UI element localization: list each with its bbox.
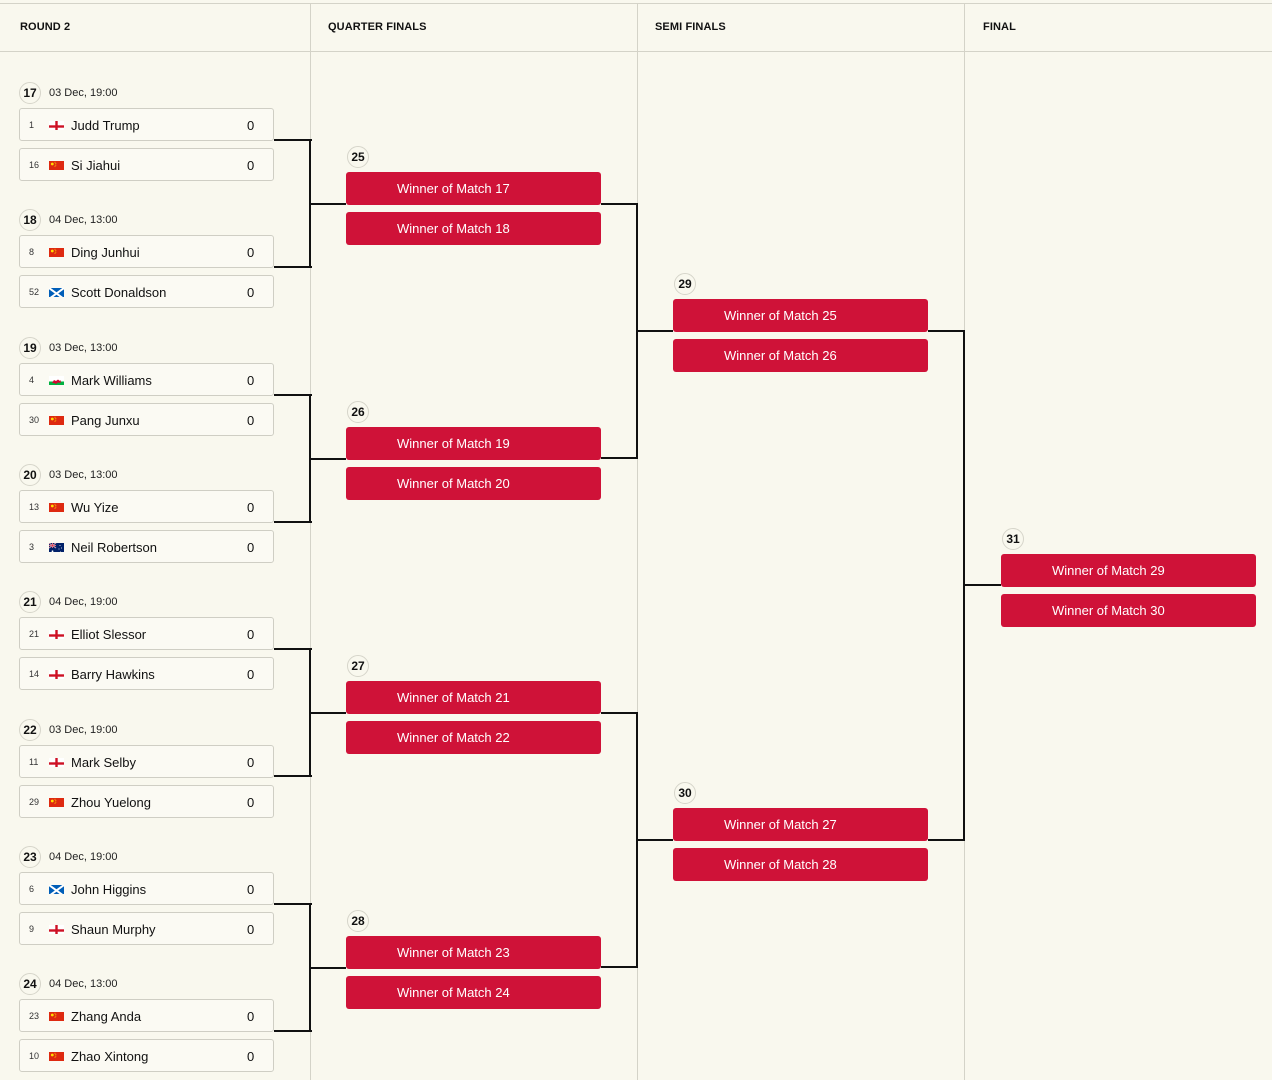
match-number-badge: 19 xyxy=(19,337,41,359)
winner-slot[interactable]: Winner of Match 27 xyxy=(673,808,928,841)
winner-slot[interactable]: Winner of Match 30 xyxy=(1001,594,1256,627)
bracket-connector xyxy=(274,903,312,905)
winner-slot[interactable]: Winner of Match 22 xyxy=(346,721,601,754)
player-name: Zhou Yuelong xyxy=(71,795,151,810)
scotland-flag-icon xyxy=(49,286,64,297)
player-seed: 16 xyxy=(29,160,40,170)
bracket-connector xyxy=(601,203,638,205)
player-seed: 21 xyxy=(29,629,40,639)
player-score: 0 xyxy=(247,1049,255,1064)
player-name: Judd Trump xyxy=(71,118,140,133)
match-number-badge: 30 xyxy=(674,782,696,804)
bracket-connector xyxy=(601,712,638,714)
match-datetime: 03 Dec, 13:00 xyxy=(49,342,118,354)
wales-flag-icon xyxy=(49,374,64,385)
match-number-badge: 25 xyxy=(347,146,369,168)
player-seed: 23 xyxy=(29,1011,40,1021)
player-score: 0 xyxy=(247,285,255,300)
winner-slot[interactable]: Winner of Match 23 xyxy=(346,936,601,969)
bracket-connector xyxy=(928,330,965,332)
bracket-connector xyxy=(309,458,346,460)
china-flag-icon xyxy=(49,414,64,425)
player-name: Ding Junhui xyxy=(71,245,140,260)
bracket-connector xyxy=(928,839,965,841)
player-row[interactable] xyxy=(19,275,274,308)
bracket-connector xyxy=(274,394,312,396)
player-row[interactable] xyxy=(19,872,274,905)
player-score: 0 xyxy=(247,540,255,555)
player-row[interactable] xyxy=(19,363,274,396)
scotland-flag-icon xyxy=(49,883,64,894)
england-flag-icon xyxy=(49,628,64,639)
match-datetime: 03 Dec, 19:00 xyxy=(49,87,118,99)
player-score: 0 xyxy=(247,118,255,133)
player-row[interactable] xyxy=(19,912,274,945)
match-number-badge: 27 xyxy=(347,655,369,677)
player-seed: 29 xyxy=(29,797,40,807)
player-row[interactable] xyxy=(19,745,274,778)
bracket-connector xyxy=(963,584,1001,586)
winner-slot[interactable]: Winner of Match 17 xyxy=(346,172,601,205)
player-seed: 11 xyxy=(29,757,39,767)
winner-slot[interactable]: Winner of Match 21 xyxy=(346,681,601,714)
player-seed: 13 xyxy=(29,502,40,512)
bracket-connector xyxy=(274,1030,312,1032)
player-seed: 14 xyxy=(29,669,40,679)
player-name: Elliot Slessor xyxy=(71,627,147,642)
player-name: Mark Selby xyxy=(71,755,137,770)
round-header-round2: ROUND 2 xyxy=(20,21,71,33)
china-flag-icon xyxy=(49,796,64,807)
bracket-connector xyxy=(309,967,346,969)
match-number-badge: 24 xyxy=(19,973,41,995)
match-number-badge: 31 xyxy=(1002,528,1024,550)
player-seed: 6 xyxy=(29,884,35,894)
player-row[interactable] xyxy=(19,148,274,181)
match-number-badge: 21 xyxy=(19,591,41,613)
player-name: Zhao Xintong xyxy=(71,1049,149,1064)
bracket-connector xyxy=(309,712,346,714)
player-name: Shaun Murphy xyxy=(71,922,156,937)
player-name: Neil Robertson xyxy=(71,540,157,555)
bracket-connector xyxy=(601,966,638,968)
winner-slot[interactable]: Winner of Match 20 xyxy=(346,467,601,500)
match-number-badge: 28 xyxy=(347,910,369,932)
player-score: 0 xyxy=(247,627,255,642)
player-score: 0 xyxy=(247,795,255,810)
bracket-connector xyxy=(274,648,312,650)
player-row[interactable] xyxy=(19,490,274,523)
player-name: Scott Donaldson xyxy=(71,285,167,300)
china-flag-icon xyxy=(49,1050,64,1061)
china-flag-icon xyxy=(49,159,64,170)
player-row[interactable] xyxy=(19,530,274,563)
player-row[interactable] xyxy=(19,1039,274,1072)
player-row[interactable] xyxy=(19,617,274,650)
player-score: 0 xyxy=(247,158,255,173)
player-row[interactable] xyxy=(19,235,274,268)
player-name: Si Jiahui xyxy=(71,158,121,173)
player-score: 0 xyxy=(247,413,255,428)
player-score: 0 xyxy=(247,500,255,515)
player-score: 0 xyxy=(247,667,255,682)
player-row[interactable] xyxy=(19,999,274,1032)
match-number-badge: 17 xyxy=(19,82,41,104)
match-datetime: 03 Dec, 19:00 xyxy=(49,724,118,736)
top-divider xyxy=(0,3,1272,4)
china-flag-icon xyxy=(49,501,64,512)
china-flag-icon xyxy=(49,1010,64,1021)
match-datetime: 03 Dec, 13:00 xyxy=(49,469,118,481)
england-flag-icon xyxy=(49,756,64,767)
bracket-connector xyxy=(636,839,673,841)
player-seed: 52 xyxy=(29,287,40,297)
winner-slot[interactable]: Winner of Match 25 xyxy=(673,299,928,332)
match-number-badge: 18 xyxy=(19,209,41,231)
bracket-connector xyxy=(274,775,312,777)
match-datetime: 04 Dec, 19:00 xyxy=(49,851,118,863)
match-datetime: 04 Dec, 13:00 xyxy=(49,978,118,990)
winner-slot[interactable]: Winner of Match 29 xyxy=(1001,554,1256,587)
player-row[interactable] xyxy=(19,785,274,818)
australia-flag-icon xyxy=(49,541,64,552)
player-name: Pang Junxu xyxy=(71,413,140,428)
winner-slot[interactable]: Winner of Match 28 xyxy=(673,848,928,881)
player-name: John Higgins xyxy=(71,882,147,897)
round-header-quarter-finals: QUARTER FINALS xyxy=(328,21,427,33)
match-number-badge: 20 xyxy=(19,464,41,486)
player-row[interactable] xyxy=(19,403,274,436)
player-seed: 30 xyxy=(29,415,40,425)
match-number-badge: 29 xyxy=(674,273,696,295)
player-name: Barry Hawkins xyxy=(71,667,155,682)
player-score: 0 xyxy=(247,245,255,260)
match-number-badge: 22 xyxy=(19,719,41,741)
player-seed: 9 xyxy=(29,924,35,934)
match-number-badge: 26 xyxy=(347,401,369,423)
player-name: Mark Williams xyxy=(71,373,152,388)
player-name: Zhang Anda xyxy=(71,1009,142,1024)
player-score: 0 xyxy=(247,922,255,937)
player-row[interactable] xyxy=(19,108,274,141)
player-seed: 8 xyxy=(29,247,35,257)
winner-slot[interactable]: Winner of Match 24 xyxy=(346,976,601,1009)
player-seed: 4 xyxy=(29,375,35,385)
player-name: Wu Yize xyxy=(71,500,119,515)
player-score: 0 xyxy=(247,1009,255,1024)
match-datetime: 04 Dec, 13:00 xyxy=(49,214,118,226)
header-divider xyxy=(0,51,1272,52)
bracket-connector xyxy=(309,203,346,205)
bracket-connector xyxy=(274,521,312,523)
player-seed: 3 xyxy=(29,542,35,552)
round-header-semi-finals: SEMI FINALS xyxy=(655,21,726,33)
match-number-badge: 23 xyxy=(19,846,41,868)
england-flag-icon xyxy=(49,923,64,934)
player-seed: 10 xyxy=(29,1051,40,1061)
player-score: 0 xyxy=(247,373,255,388)
round-header-final: FINAL xyxy=(983,21,1016,33)
bracket-connector xyxy=(274,266,312,268)
winner-slot[interactable]: Winner of Match 18 xyxy=(346,212,601,245)
england-flag-icon xyxy=(49,119,64,130)
bracket-connector xyxy=(601,457,638,459)
winner-slot[interactable]: Winner of Match 19 xyxy=(346,427,601,460)
winner-slot[interactable]: Winner of Match 26 xyxy=(673,339,928,372)
player-row[interactable] xyxy=(19,657,274,690)
player-score: 0 xyxy=(247,882,255,897)
england-flag-icon xyxy=(49,668,64,679)
bracket-connector xyxy=(636,330,673,332)
player-seed: 1 xyxy=(29,120,35,130)
bracket-connector xyxy=(274,139,312,141)
china-flag-icon xyxy=(49,246,64,257)
player-score: 0 xyxy=(247,755,255,770)
match-datetime: 04 Dec, 19:00 xyxy=(49,596,118,608)
